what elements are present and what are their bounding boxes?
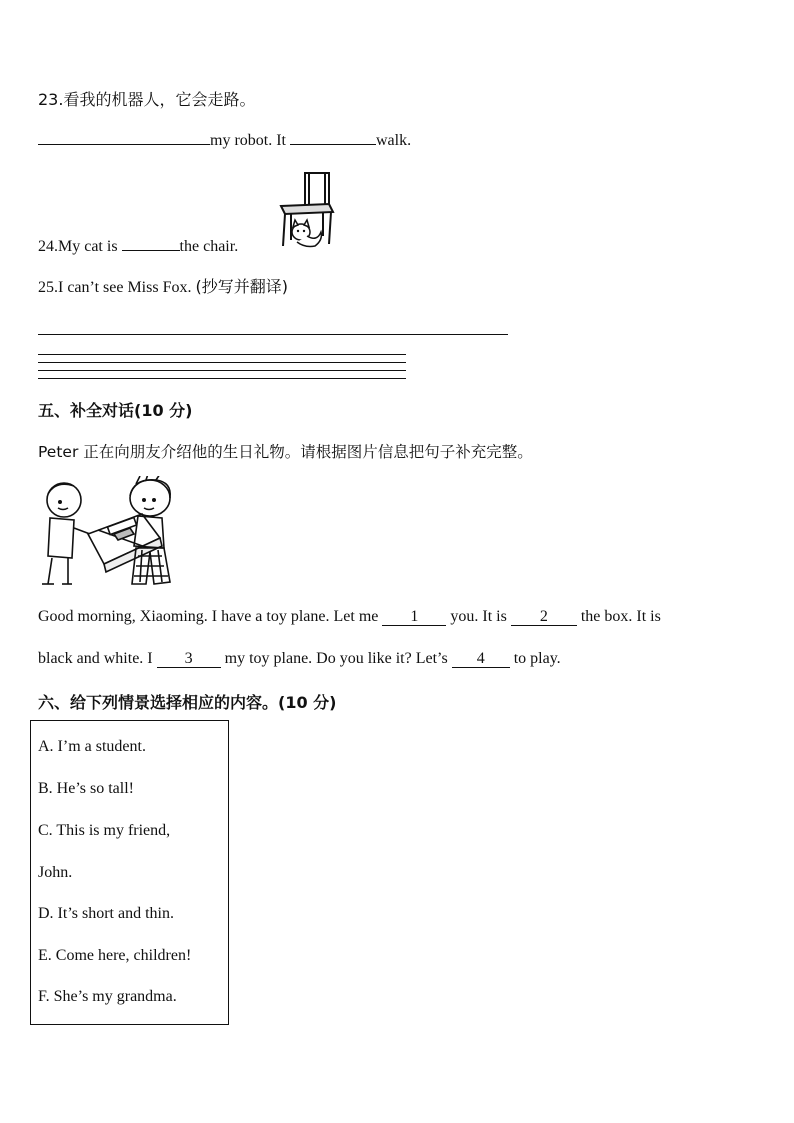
chair-cat-illustration (277, 170, 335, 250)
writing-line[interactable] (38, 370, 406, 371)
option-c-continued: John. (38, 864, 73, 881)
dialogue-text: my toy plane. Do you like it? Let’s (220, 650, 452, 667)
section-5-heading: 五、补全对话(10 分) (38, 401, 193, 420)
question-23-prompt: 23.看我的机器人，它会走路。 (38, 90, 256, 109)
answer-line[interactable] (38, 334, 508, 335)
writing-line[interactable] (38, 362, 406, 363)
blank-1[interactable]: 1 (382, 609, 446, 626)
children-gift-illustration (38, 476, 188, 591)
q24-text-1: 24.My cat is (38, 238, 122, 255)
dialogue-text: the box. It is (576, 608, 661, 625)
section-6-heading: 六、给下列情景选择相应的内容。(10 分) (38, 693, 337, 712)
option-f: F. She’s my grandma. (38, 988, 177, 1005)
dialogue-text: to play. (509, 650, 561, 667)
blank-2[interactable]: 2 (511, 609, 577, 626)
option-c: C. This is my friend, (38, 822, 171, 839)
q25-text-cn: (抄写并翻译) (195, 277, 288, 296)
option-a: A. I’m a student. (38, 738, 146, 755)
answer-blank[interactable] (122, 236, 180, 251)
question-24-sentence (38, 236, 238, 256)
q23-text-2: walk. (376, 132, 412, 149)
q25-text-en: 25.I can’t see Miss Fox. (38, 279, 196, 296)
answer-blank[interactable] (290, 130, 376, 145)
blank-3[interactable]: 3 (157, 651, 221, 668)
dialogue-text: you. It is (446, 608, 511, 625)
blank-4[interactable]: 4 (452, 651, 510, 668)
q24-text-2: the chair. (179, 238, 239, 255)
option-b: B. He’s so tall! (38, 780, 134, 797)
answer-blank[interactable] (38, 130, 210, 145)
writing-line[interactable] (38, 378, 406, 379)
dialogue-line-2 (38, 650, 561, 668)
option-d: D. It’s short and thin. (38, 905, 174, 922)
question-25-prompt (38, 274, 288, 297)
q23-text-1: my robot. It (210, 132, 290, 149)
dialogue-line-1 (38, 608, 661, 626)
writing-line[interactable] (38, 354, 406, 355)
dialogue-text: black and white. I (38, 650, 157, 667)
section-5-instruction: Peter 正在向朋友介绍他的生日礼物。请根据图片信息把句子补充完整。 (38, 443, 533, 461)
dialogue-text: Good morning, Xiaoming. I have a toy plane. Let me (38, 608, 383, 625)
option-e: E. Come here, children! (38, 947, 192, 964)
question-23-sentence (38, 130, 411, 150)
